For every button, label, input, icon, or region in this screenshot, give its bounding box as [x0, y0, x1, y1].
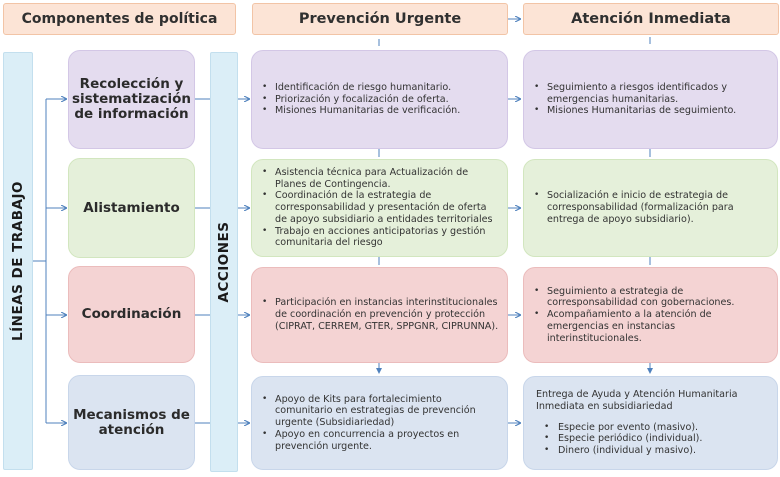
atencion-box-alistamiento: [523, 159, 778, 257]
atencion-item: • Dinero (individual y masivo).: [544, 445, 769, 457]
atencion-intro: Entrega de Ayuda y Atención Humanitaria Inmediata en subsidiariedad: [536, 389, 738, 412]
prevencion-box-recoleccion: [251, 50, 508, 149]
prevencion-box-coordinacion: [251, 267, 508, 363]
acciones-label: ACCIONES: [216, 221, 232, 303]
atencion-box-recoleccion: [523, 50, 778, 149]
atencion-item: • Seguimiento a riesgos identificados y emergencias humanitarias.: [534, 82, 769, 106]
prevencion-item: • Identificación de riesgo humanitario.: [262, 82, 499, 94]
atencion-box-mecanismos: [523, 376, 778, 470]
prevencion-box-alistamiento: [251, 159, 508, 257]
prevencion-item: • Apoyo en concurrencia a proyectos en prevención urgente.: [262, 429, 499, 453]
component-recoleccion: Recolección y sistematización de información: [68, 50, 195, 149]
prevencion-item: • Apoyo de Kits para fortalecimiento comunitario en estrategias de prevención urgente (Subsidiariedad): [262, 394, 499, 429]
component-mecanismos-atencion: Mecanismos de atención: [68, 375, 195, 470]
prevencion-item: • Asistencia técnica para Actualización de Planes de Contingencia.: [262, 167, 499, 191]
atencion-item: • Socialización e inicio de estrategia de corresponsabilidad (formalización para entrega de apoyo subsidiario).: [534, 190, 769, 225]
header-atencion-inmediata: Atención Inmediata: [523, 3, 779, 35]
prevencion-box-mecanismos: [251, 376, 508, 470]
lineas-de-trabajo-bar: [3, 52, 33, 470]
atencion-item: • Acompañamiento a la atención de emergencias en instancias interinstitucionales.: [534, 309, 769, 344]
prevencion-item: • Coordinación de la estrategia de corresponsabilidad y presentación de oferta de apoyo subsidiario a entidades territoriales: [262, 190, 499, 225]
header-componentes-politica: Componentes de política: [3, 3, 236, 35]
atencion-item: • Especie por evento (masivo).: [544, 422, 769, 434]
atencion-item: • Especie periódico (individual).: [544, 433, 769, 445]
acciones-bar: [210, 52, 238, 472]
header-prevencion-urgente: Prevención Urgente: [252, 3, 508, 35]
atencion-item: • Seguimiento a estrategia de corresponsabilidad con gobernaciones.: [534, 286, 769, 310]
prevencion-item: • Priorización y focalización de oferta.: [262, 94, 499, 106]
prevencion-item: • Misiones Humanitarias de verificación.: [262, 105, 499, 117]
atencion-box-coordinacion: [523, 267, 778, 363]
prevencion-item: • Participación en instancias interinstitucionales de coordinación en prevención y protección (CIPRAT, CERREM, GTER, SPPGNR, CIPRUNNA).: [262, 297, 499, 332]
prevencion-item: • Trabajo en acciones anticipatorias y gestión comunitaria del riesgo: [262, 226, 499, 250]
component-coordinacion: Coordinación: [68, 266, 195, 363]
atencion-item: • Misiones Humanitarias de seguimiento.: [534, 105, 769, 117]
component-alistamiento: Alistamiento: [68, 158, 195, 258]
lineas-de-trabajo-label: LÍNEAS DE TRABAJO: [10, 181, 26, 341]
